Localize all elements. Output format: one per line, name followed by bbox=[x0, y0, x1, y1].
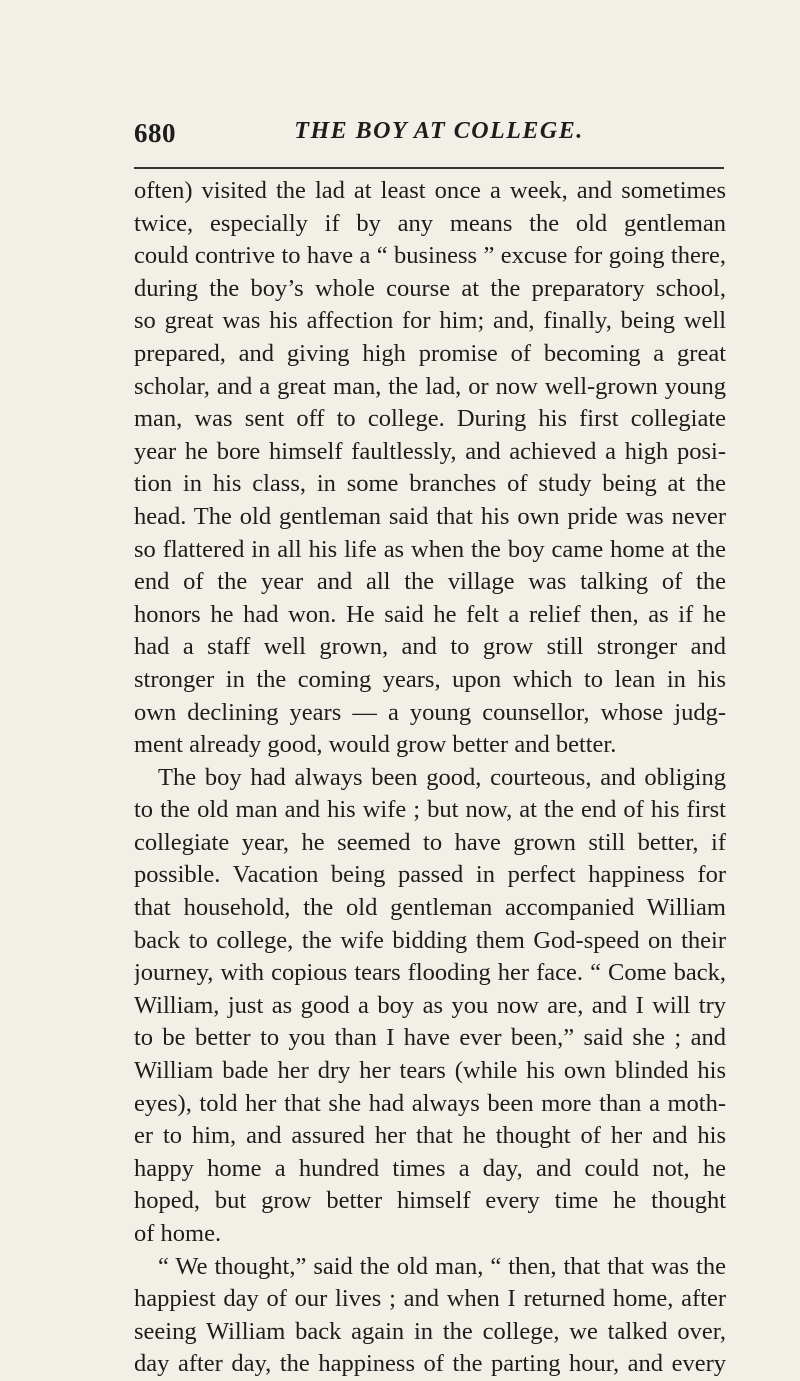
text-line: happiest day of our lives ; and when I returned home, after bbox=[134, 1285, 726, 1313]
text-line: eyes), told her that she had always been more than a moth- bbox=[134, 1089, 726, 1117]
text-line: so great was his affection for him; and, finally, being well bbox=[134, 307, 726, 335]
text-line: to be better to you than I have ever been,” said she ; and bbox=[134, 1024, 726, 1052]
page-number: 680 bbox=[134, 118, 176, 148]
text-line: so flattered in all his life as when the boy came home at the bbox=[134, 535, 726, 563]
text-line: of home. bbox=[134, 1220, 222, 1247]
text-line: own declining years — a young counsellor, whose judg- bbox=[134, 698, 726, 726]
text-line: that household, the old gentleman accompanied William bbox=[134, 894, 726, 922]
text-line: journey, with copious tears flooding her face. “ Come back, bbox=[134, 959, 726, 987]
text-line: “ We thought,” said the old man, “ then, that that was the bbox=[158, 1252, 726, 1280]
text-line: had a staff well grown, and to grow still stronger and bbox=[134, 633, 726, 661]
text-line: man, was sent off to college. During his first collegiate bbox=[134, 405, 726, 433]
text-line: ment already good, would grow better and better. bbox=[134, 731, 617, 759]
text-line: head. The old gentleman said that his own pride was never bbox=[134, 502, 726, 530]
text-line: tion in his class, in some branches of study being at the bbox=[134, 470, 726, 498]
header-rule bbox=[134, 167, 724, 169]
text-line: collegiate year, he seemed to have grown still better, if bbox=[134, 828, 726, 856]
text-line: often) visited the lad at least once a week, and sometimes bbox=[134, 177, 726, 204]
text-line: year he bore himself faultlessly, and achieved a high posi- bbox=[134, 437, 726, 465]
text-line: William bade her dry her tears (while his own blinded his bbox=[134, 1057, 726, 1085]
text-line: The boy had always been good, courteous, and obliging bbox=[158, 763, 726, 791]
text-line: back to college, the wife bidding them God-speed on their bbox=[134, 926, 726, 954]
text-line: William, just as good a boy as you now are, and I will try bbox=[134, 991, 726, 1019]
text-line: possible. Vacation being passed in perfect happiness for bbox=[134, 861, 726, 889]
text-line: honors he had won. He said he felt a relief then, as if he bbox=[134, 600, 726, 628]
text-line: to the old man and his wife ; but now, at the end of his first bbox=[134, 796, 726, 824]
text-line: prepared, and giving high promise of becoming a great bbox=[134, 339, 726, 367]
text-line: seeing William back again in the college, we talked over, bbox=[134, 1317, 726, 1345]
text-line: could contrive to have a “ business ” excuse for going there, bbox=[134, 242, 726, 270]
text-line: scholar, and a great man, the lad, or now well-grown young bbox=[134, 372, 726, 400]
running-head bbox=[134, 118, 724, 154]
text-line: twice, especially if by any means the old gentleman bbox=[134, 209, 726, 237]
running-title: THE BOY AT COLLEGE. bbox=[294, 118, 584, 144]
text-line: hoped, but grow better himself every time he thought bbox=[134, 1187, 726, 1215]
body-text bbox=[134, 175, 726, 1381]
text-line: end of the year and all the village was talking of the bbox=[134, 568, 726, 596]
text-line: stronger in the coming years, upon which to lean in his bbox=[134, 665, 726, 693]
text-line: er to him, and assured her that he thought of her and his bbox=[134, 1122, 726, 1150]
text-line: during the boy’s whole course at the preparatory school, bbox=[134, 274, 726, 302]
text-line: day after day, the happiness of the parting hour, and every bbox=[134, 1350, 726, 1378]
text-line: happy home a hundred times a day, and could not, he bbox=[134, 1154, 726, 1182]
